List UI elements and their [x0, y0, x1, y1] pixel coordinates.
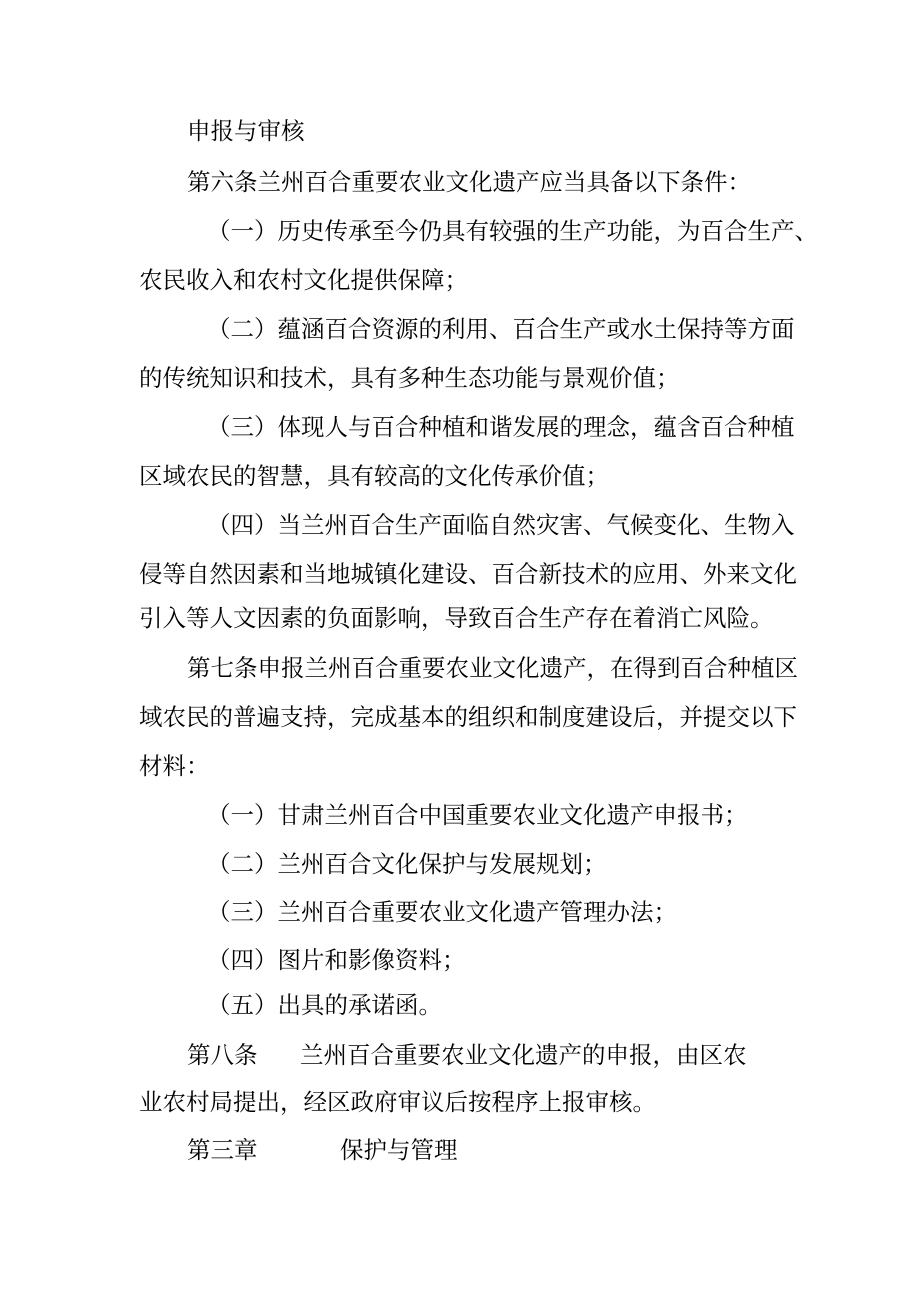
article-6-item-4: （四）当兰州百合生产面临自然灾害、气候变化、生物入 — [207, 511, 795, 539]
article-8-cont: 业农村局提出，经区政府审议后按程序上报审核。 — [139, 1088, 656, 1116]
article-6-item-1-cont: 农民收入和农村文化提供保障； — [139, 266, 468, 294]
article-7-cont-2: 材料： — [139, 752, 210, 780]
article-7-cont-1: 域农民的普遍支持，完成基本的组织和制度建设后，并提交以下 — [139, 703, 797, 731]
chapter-3-label: 第三章 — [187, 1136, 258, 1164]
article-6-item-2: （二）蕴涵百合资源的利用、百合生产或水土保持等方面 — [207, 315, 795, 343]
article-6-item-4-cont-1: 侵等自然因素和当地城镇化建设、百合新技术的应用、外来文化 — [139, 560, 797, 588]
section-heading: 申报与审核 — [187, 117, 305, 145]
article-6-item-1: （一）历史传承至今仍具有较强的生产功能，为百合生产、 — [207, 217, 818, 245]
article-7-item-5: （五）出具的承诺函。 — [207, 991, 442, 1019]
article-6-item-2-cont: 的传统知识和技术，具有多种生态功能与景观价值； — [139, 364, 680, 392]
article-8-text: 兰州百合重要农业文化遗产的申报，由区农 — [300, 1041, 747, 1069]
article-7-item-4: （四）图片和影像资料； — [207, 946, 466, 974]
article-7-item-1: （一）甘肃兰州百合中国重要农业文化遗产申报书； — [207, 801, 748, 829]
article-7-item-3: （三）兰州百合重要农业文化遗产管理办法； — [207, 898, 677, 926]
article-6-item-4-cont-2: 引入等人文因素的负面影响，导致百合生产存在着消亡风险。 — [139, 604, 774, 632]
article-6-item-3: （三）体现人与百合种植和谐发展的理念，蕴含百合种植 — [207, 413, 795, 441]
chapter-3-title: 保护与管理 — [340, 1136, 458, 1164]
article-7-item-2: （二）兰州百合文化保护与发展规划； — [207, 850, 607, 878]
article-7-text: 第七条申报兰州百合重要农业文化遗产，在得到百合种植区 — [187, 654, 798, 682]
article-6-item-3-cont: 区域农民的智慧，具有较高的文化传承价值； — [139, 462, 609, 490]
article-6-text: 第六条兰州百合重要农业文化遗产应当具备以下条件： — [187, 168, 751, 196]
article-8-label: 第八条 — [187, 1041, 258, 1069]
